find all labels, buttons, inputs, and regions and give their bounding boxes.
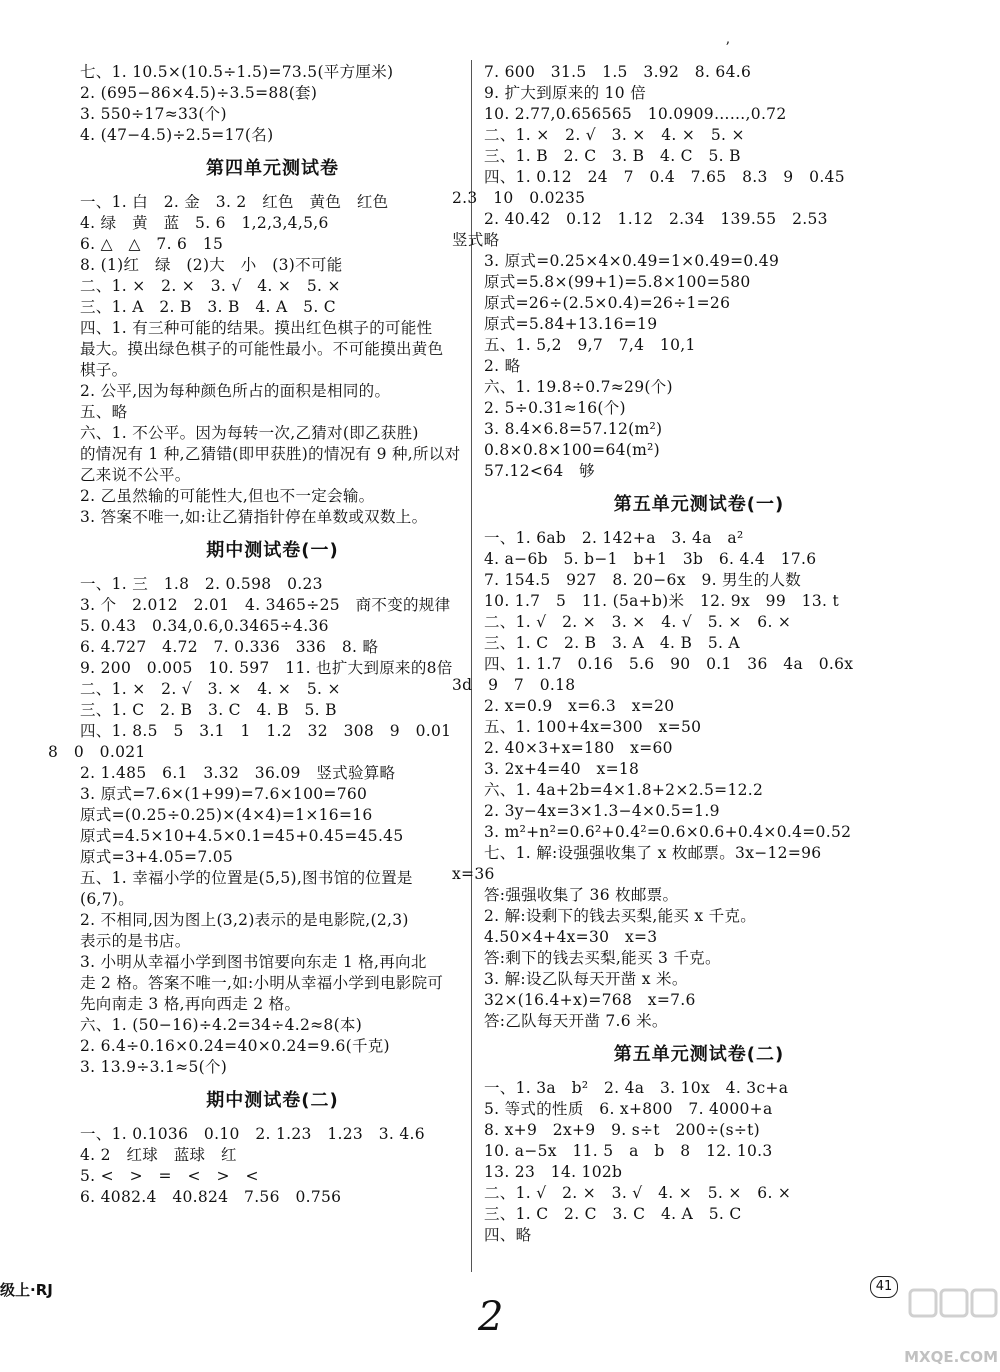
answer-line: 六、1. 19.8÷0.7≈29(个) — [484, 378, 673, 396]
answer-line: 8. (1)红 绿 (2)大 小 (3)不可能 — [80, 256, 343, 274]
answer-line: 2. 略 — [484, 357, 521, 375]
answer-line: 7. 154.5 927 8. 20−6x 9. 男生的人数 — [484, 571, 802, 589]
answer-line: 五、1. 5,2 9,7 7,4 10,1 — [484, 336, 696, 354]
watermark-icon — [905, 1282, 1000, 1352]
answer-line: 6. 4082.4 40.824 7.56 0.756 — [80, 1188, 342, 1206]
answer-line: 答:强强收集了 36 枚邮票。 — [484, 886, 679, 904]
answer-line: 5. 0.43 0.34,0.6,0.3465÷4.36 — [80, 617, 329, 635]
answer-line: 走 2 格。答案不唯一,如:小明从幸福小学到电影院可 — [80, 974, 444, 992]
answer-line: 4. 2 红球 蓝球 红 — [80, 1146, 237, 1164]
answer-line: 原式=3+4.05=7.05 — [80, 848, 234, 866]
answer-line: 2. x=0.9 x=6.3 x=20 — [484, 697, 675, 715]
page-number: 41 — [870, 1276, 898, 1298]
answer-line: 8 0 0.021 — [48, 743, 146, 761]
answer-line: 6. △ △ 7. 6 15 — [80, 235, 224, 253]
answer-line: 七、1. 解:设强强收集了 x 枚邮票。3x−12=96 — [484, 844, 822, 862]
answer-line: 6. 4.727 4.72 7. 0.336 336 8. 略 — [80, 638, 379, 656]
answer-line: 二、1. √ 2. × 3. × 4. √ 5. × 6. × — [484, 613, 792, 631]
answer-line: 乙来说不公平。 — [80, 466, 191, 484]
section-heading: 第四单元测试卷 — [206, 158, 339, 179]
answer-line: 3. 解:设乙队每天开凿 x 米。 — [484, 970, 688, 988]
answer-line: 2. 5÷0.31≈16(个) — [484, 399, 626, 417]
answer-line: 2. 40.42 0.12 1.12 2.34 139.55 2.53 — [484, 210, 828, 228]
answer-line: 4.50×4+4x=30 x=3 — [484, 928, 658, 946]
answer-line: 的情况有 1 种,乙猜错(即甲获胜)的情况有 9 种,所以对 — [80, 445, 461, 463]
answer-line: 一、1. 6ab 2. 142+a 3. 4a a² — [484, 529, 744, 547]
answer-line: 六、1. (50−16)÷4.2=34÷4.2≈8(本) — [80, 1016, 363, 1034]
answer-line: 57.12<64 够 — [484, 462, 595, 480]
answer-line: 二、1. × 2. × 3. √ 4. × 5. × — [80, 277, 341, 295]
answer-line: 5. 等式的性质 6. x+800 7. 4000+a — [484, 1100, 773, 1118]
answer-line: 三、1. C 2. B 3. C 4. B 5. B — [80, 701, 337, 719]
answer-line: 32×(16.4+x)=768 x=7.6 — [484, 991, 696, 1009]
answer-line: 表示的是书店。 — [80, 932, 191, 950]
answer-line: 3. 2x+4=40 x=18 — [484, 760, 640, 778]
watermark-logo — [905, 1282, 1000, 1372]
answer-line: 原式=(0.25÷0.25)×(4×4)=1×16=16 — [80, 806, 373, 824]
answer-line: 2. (695−86×4.5)÷3.5=88(套) — [80, 84, 318, 102]
answer-line: 答:剩下的钱去买梨,能买 3 千克。 — [484, 949, 721, 967]
section-heading: 期中测试卷(二) — [206, 1090, 339, 1111]
answer-line: 三、1. C 2. B 3. A 4. B 5. A — [484, 634, 740, 652]
answer-line: 一、1. 白 2. 金 3. 2 红色 黄色 红色 — [80, 193, 389, 211]
answer-line: 二、1. × 2. √ 3. × 4. × 5. × — [80, 680, 341, 698]
answer-line: 棋子。 — [80, 361, 128, 379]
answer-line: 原式=4.5×10+4.5×0.1=45+0.45=45.45 — [80, 827, 404, 845]
answer-line: 13. 23 14. 102b — [484, 1163, 623, 1181]
answer-line: 3. 原式=7.6×(1+99)=7.6×100=760 — [80, 785, 368, 803]
footer-grade-label: 级上·RJ — [0, 1281, 53, 1299]
answer-line: 原式=26÷(2.5×0.4)=26÷1=26 — [484, 294, 731, 312]
answer-line: 4. a−6b 5. b−1 b+1 3b 6. 4.4 17.6 — [484, 550, 817, 568]
answer-line: 9. 扩大到原来的 10 倍 — [484, 84, 646, 102]
answer-line: 五、1. 100+4x=300 x=50 — [484, 718, 702, 736]
right-column — [452, 62, 914, 1246]
answer-line: 三、1. C 2. C 3. C 4. A 5. C — [484, 1205, 742, 1223]
watermark-text: MXQE.COM — [904, 1348, 998, 1366]
answer-line: 3. 答案不唯一,如:让乙猜指针停在单数或双数上。 — [80, 508, 428, 526]
answer-line: x=36 — [452, 865, 495, 883]
answer-line: 2. 乙虽然输的可能性大,但也不一定会输。 — [80, 487, 375, 505]
answer-line: 三、1. B 2. C 3. B 4. C 5. B — [484, 147, 741, 165]
answer-line: 原式=5.84+13.16=19 — [484, 315, 658, 333]
answer-line: 2. 解:设剩下的钱去买梨,能买 x 千克。 — [484, 907, 757, 925]
answer-line: 7. 600 31.5 1.5 3.92 8. 64.6 — [484, 63, 752, 81]
handwritten-mark: 2 — [478, 1294, 504, 1340]
answer-line: 10. 2.77,0.656565 10.0909……,0.72 — [484, 105, 787, 123]
answer-line: 2. 不相同,因为图上(3,2)表示的是电影院,(2,3) — [80, 911, 409, 929]
answer-line: 二、1. √ 2. × 3. √ 4. × 5. × 6. × — [484, 1184, 792, 1202]
answer-line: 三、1. A 2. B 3. B 4. A 5. C — [80, 298, 336, 316]
answer-line: 先向南走 3 格,再向西走 2 格。 — [80, 995, 301, 1013]
answer-line: 七、1. 10.5×(10.5÷1.5)=73.5(平方厘米) — [80, 63, 394, 81]
answer-line: 一、1. 3a b² 2. 4a 3. 10x 4. 3c+a — [484, 1079, 789, 1097]
answer-line: 五、略 — [80, 403, 128, 421]
answer-line: 3. 个 2.012 2.01 4. 3465÷25 商不变的规律 — [80, 596, 451, 614]
answer-line: 四、1. 8.5 5 3.1 1 1.2 32 308 9 0.01 — [80, 722, 452, 740]
answer-line: 3. m²+n²=0.6²+0.4²=0.6×0.6+0.4×0.4=0.52 — [484, 823, 852, 841]
answer-line: 四、1. 1.7 0.16 5.6 90 0.1 36 4a 0.6x — [484, 655, 854, 673]
answer-line: 10. 1.7 5 11. (5a+b)米 12. 9x 99 13. t — [484, 592, 839, 610]
answer-line: 3. 原式=0.25×4×0.49=1×0.49=0.49 — [484, 252, 780, 270]
answer-line: 8. x+9 2x+9 9. s÷t 200÷(s÷t) — [484, 1121, 761, 1139]
answer-line: 四、1. 0.12 24 7 0.4 7.65 8.3 9 0.45 — [484, 168, 845, 186]
answer-line: 2. 40×3+x=180 x=60 — [484, 739, 673, 757]
answer-line: 2. 公平,因为每种颜色所占的面积是相同的。 — [80, 382, 391, 400]
top-tick: ʼ — [725, 40, 730, 56]
answer-line: 原式=5.8×(99+1)=5.8×100=580 — [484, 273, 751, 291]
answer-line: 4. (47−4.5)÷2.5=17(名) — [80, 126, 274, 144]
section-heading: 第五单元测试卷(一) — [613, 494, 785, 515]
answer-line: 2. 1.485 6.1 3.32 36.09 竖式验算略 — [80, 764, 396, 782]
answer-line: 二、1. × 2. √ 3. × 4. × 5. × — [484, 126, 745, 144]
answer-line: 最大。摸出绿色棋子的可能性最小。不可能摸出黄色 — [80, 340, 444, 358]
answer-line: 四、略 — [484, 1226, 532, 1244]
answer-line: 五、1. 幸福小学的位置是(5,5),图书馆的位置是 — [80, 869, 413, 887]
answer-line: 3. 13.9÷3.1≈5(个) — [80, 1058, 228, 1076]
answer-line: 4. 绿 黄 蓝 5. 6 1,2,3,4,5,6 — [80, 214, 329, 232]
answer-line: 六、1. 4a+2b=4×1.8+2×2.5=12.2 — [484, 781, 764, 799]
answer-line: 六、1. 不公平。因为每转一次,乙猜对(即乙获胜) — [80, 424, 419, 442]
section-heading: 期中测试卷(一) — [206, 540, 339, 561]
answer-line: 一、1. 三 1.8 2. 0.598 0.23 — [80, 575, 323, 593]
answer-line: 四、1. 有三种可能的结果。摸出红色棋子的可能性 — [80, 319, 433, 337]
answer-line: 一、1. 0.1036 0.10 2. 1.23 1.23 3. 4.6 — [80, 1125, 425, 1143]
answer-line: 2. 6.4÷0.16×0.24=40×0.24=9.6(千克) — [80, 1037, 390, 1055]
answer-line: 0.8×0.8×100=64(m²) — [484, 441, 660, 459]
answer-line: 3d 9 7 0.18 — [452, 676, 576, 694]
answer-line: 2. 3y−4x=3×1.3−4×0.5=1.9 — [484, 802, 720, 820]
answer-line: 10. a−5x 11. 5 a b 8 12. 10.3 — [484, 1142, 773, 1160]
answer-line: 3. 8.4×6.8=57.12(m²) — [484, 420, 663, 438]
answer-line: 竖式略 — [452, 231, 500, 249]
section-heading: 第五单元测试卷(二) — [613, 1044, 785, 1065]
answer-line: 5. < > = < > < — [80, 1167, 259, 1185]
left-column — [48, 62, 465, 1208]
answer-line: 3. 550÷17≈33(个) — [80, 105, 227, 123]
answer-line: 答:乙队每天开凿 7.6 米。 — [484, 1012, 668, 1030]
answer-line: 3. 小明从幸福小学到图书馆要向东走 1 格,再向北 — [80, 953, 427, 971]
answer-line: 2.3 10 0.0235 — [452, 189, 586, 207]
answer-line: 9. 200 0.005 10. 597 11. 也扩大到原来的8倍 — [80, 659, 453, 677]
answer-line: (6,7)。 — [80, 890, 135, 908]
